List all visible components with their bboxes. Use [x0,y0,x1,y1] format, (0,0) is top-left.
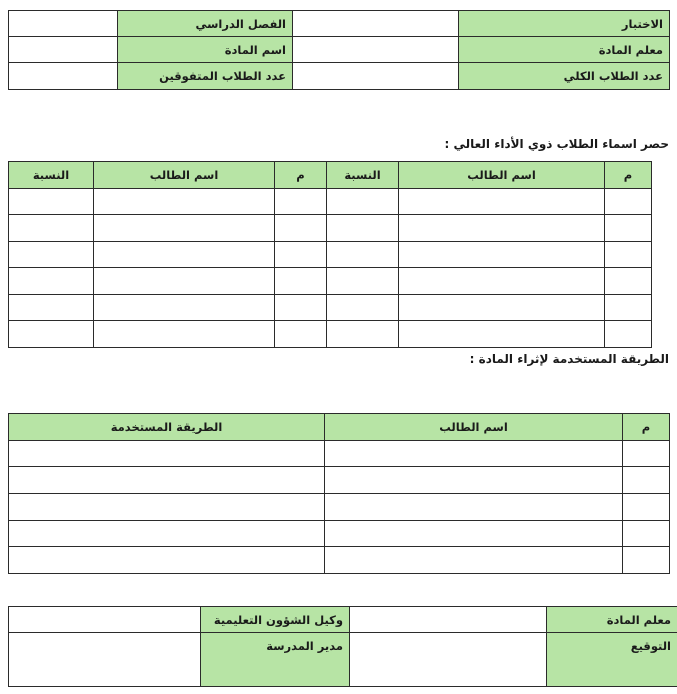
table-row [9,547,670,574]
table-cell[interactable] [94,242,275,268]
table-row [9,521,670,547]
subject-teacher-field[interactable] [293,37,459,63]
signature-field[interactable] [350,633,547,687]
table-cell[interactable] [327,295,399,321]
table-cell[interactable] [623,494,670,521]
signature-label: التوقيع [547,633,677,687]
table-cell[interactable] [275,242,327,268]
table-cell[interactable] [9,215,94,242]
table-cell[interactable] [399,242,605,268]
col-number-2: م [275,162,327,189]
table-cell[interactable] [399,268,605,295]
vice-principal-label: وكيل الشؤون التعليمية [201,607,350,633]
col-number-1: م [605,162,652,189]
table-cell[interactable] [9,321,94,348]
semester-field[interactable] [9,11,118,37]
table-cell[interactable] [327,189,399,215]
subject-teacher-sign-label: معلم المادة [547,607,677,633]
top-students-field[interactable] [9,63,118,90]
table-cell[interactable] [275,295,327,321]
table-cell[interactable] [399,189,605,215]
table-cell[interactable] [325,441,623,467]
table-cell[interactable] [325,467,623,494]
table-cell[interactable] [9,467,325,494]
table-cell[interactable] [325,521,623,547]
table-row [9,295,652,321]
table-cell[interactable] [327,242,399,268]
table-cell[interactable] [275,268,327,295]
table-cell[interactable] [9,547,325,574]
table-cell[interactable] [605,189,652,215]
table-cell[interactable] [94,321,275,348]
table-row [9,441,670,467]
table-cell[interactable] [9,295,94,321]
principal-field[interactable] [9,633,201,687]
signature-table [8,606,677,687]
table-cell[interactable] [9,242,94,268]
table-cell[interactable] [327,321,399,348]
table-row [9,268,652,295]
table-row [9,242,652,268]
table-cell[interactable] [399,215,605,242]
semester-label: الفصل الدراسي [118,11,293,37]
col-percentage-1: النسبة [327,162,399,189]
table-cell[interactable] [623,547,670,574]
top-students-label: عدد الطلاب المتفوقين [118,63,293,90]
table-cell[interactable] [325,547,623,574]
table-cell[interactable] [399,295,605,321]
table-cell[interactable] [94,295,275,321]
exam-label: الاختبار [459,11,670,37]
table-cell[interactable] [605,242,652,268]
table-cell[interactable] [327,268,399,295]
table-cell[interactable] [9,441,325,467]
table-cell[interactable] [275,189,327,215]
subject-name-field[interactable] [9,37,118,63]
table-cell[interactable] [623,441,670,467]
total-students-label: عدد الطلاب الكلي [459,63,670,90]
table-row [9,215,652,242]
table-cell[interactable] [623,521,670,547]
table-cell[interactable] [327,215,399,242]
table-cell[interactable] [275,321,327,348]
table-row [9,494,670,521]
table-cell[interactable] [605,268,652,295]
exam-field[interactable] [293,11,459,37]
col-percentage-2: النسبة [9,162,94,189]
table-cell[interactable] [605,321,652,348]
high-performers-table [8,161,652,348]
col-student-name: اسم الطالب [325,414,623,441]
table-cell[interactable] [605,295,652,321]
subject-teacher-label: معلم المادة [459,37,670,63]
table-row [9,321,652,348]
table-cell[interactable] [325,494,623,521]
table-cell[interactable] [9,521,325,547]
header-info-table [8,10,670,90]
table-cell[interactable] [9,494,325,521]
table-cell[interactable] [94,268,275,295]
vice-principal-field[interactable] [9,607,201,633]
section1-title: حصر اسماء الطلاب ذوي الأداء العالي : [444,137,669,151]
table-cell[interactable] [94,215,275,242]
table-row [9,189,652,215]
table-cell[interactable] [9,268,94,295]
principal-label: مدير المدرسة [201,633,350,687]
subject-name-label: اسم المادة [118,37,293,63]
enrichment-table [8,413,670,574]
col-student-name-2: اسم الطالب [94,162,275,189]
subject-teacher-sign-field[interactable] [350,607,547,633]
table-cell[interactable] [94,189,275,215]
col-method: الطريقة المستخدمة [9,414,325,441]
table-cell[interactable] [605,215,652,242]
col-student-name-1: اسم الطالب [399,162,605,189]
col-number: م [623,414,670,441]
table-cell[interactable] [399,321,605,348]
table-cell[interactable] [9,189,94,215]
section2-title: الطريقة المستخدمة لإثراء المادة : [469,352,669,366]
table-row [9,467,670,494]
total-students-field[interactable] [293,63,459,90]
table-cell[interactable] [275,215,327,242]
table-cell[interactable] [623,467,670,494]
